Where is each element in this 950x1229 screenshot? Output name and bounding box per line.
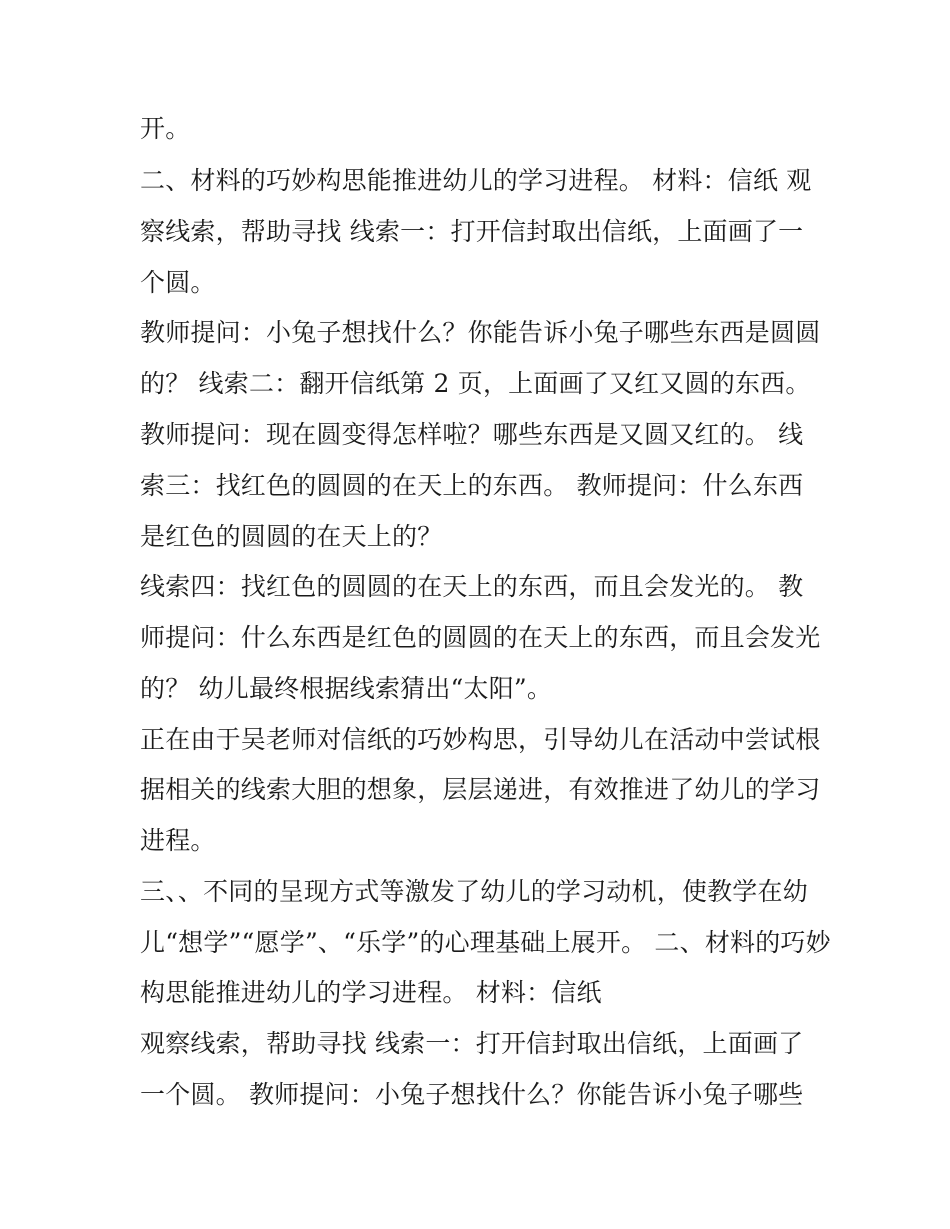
- text-line-16: 三、、不同的呈现方式等激发了幼儿的学习动机，使教学在幼: [140, 877, 808, 906]
- text-line-14: 据相关的线索大胆的想象，层层递进，有效推进了幼儿的学习: [140, 775, 821, 804]
- text-line-8: 索三：找红色的圆圆的在天上的东西。 教师提问：什么东西: [140, 471, 804, 500]
- text-line-3: 察线索，帮助寻找 线索一：打开信封取出信纸，上面画了一: [140, 217, 804, 246]
- text-line-15: 进程。: [140, 826, 216, 855]
- text-line-17: 儿“想学”“愿学”、“乐学”的心理基础上展开。 二、材料的巧妙: [140, 928, 831, 957]
- text-line-10: 线索四：找红色的圆圆的在天上的东西，而且会发光的。 教: [140, 572, 804, 601]
- text-line-18: 构思能推进幼儿的学习进程。 材料：信纸: [140, 978, 602, 1007]
- text-line-11: 师提问：什么东西是红色的圆圆的在天上的东西，而且会发光: [140, 623, 821, 652]
- text-line-1: 开。: [140, 114, 191, 143]
- text-line-2: 二、材料的巧妙构思能推进幼儿的学习进程。 材料：信纸 观: [140, 166, 812, 195]
- text-line-13: 正在由于吴老师对信纸的巧妙构思，引导幼儿在活动中尝试根: [140, 725, 821, 754]
- text-line-9: 是红色的圆圆的在天上的？: [140, 522, 443, 551]
- text-line-12: 的？ 幼儿最终根据线索猜出“太阳”。: [140, 674, 553, 703]
- text-line-19: 观察线索，帮助寻找 线索一：打开信封取出信纸，上面画了: [140, 1029, 804, 1058]
- text-line-20: 一个圆。 教师提问：小兔子想找什么？你能告诉小兔子哪些: [140, 1080, 804, 1109]
- text-line-4: 个圆。: [140, 268, 216, 297]
- text-line-7: 教师提问：现在圆变得怎样啦？哪些东西是又圆又红的。 线: [140, 420, 804, 449]
- text-line-6: 的？ 线索二：翻开信纸第 2 页，上面画了又红又圆的东西。: [140, 369, 811, 398]
- text-line-5: 教师提问：小兔子想找什么？你能告诉小兔子哪些东西是圆圆: [140, 318, 821, 347]
